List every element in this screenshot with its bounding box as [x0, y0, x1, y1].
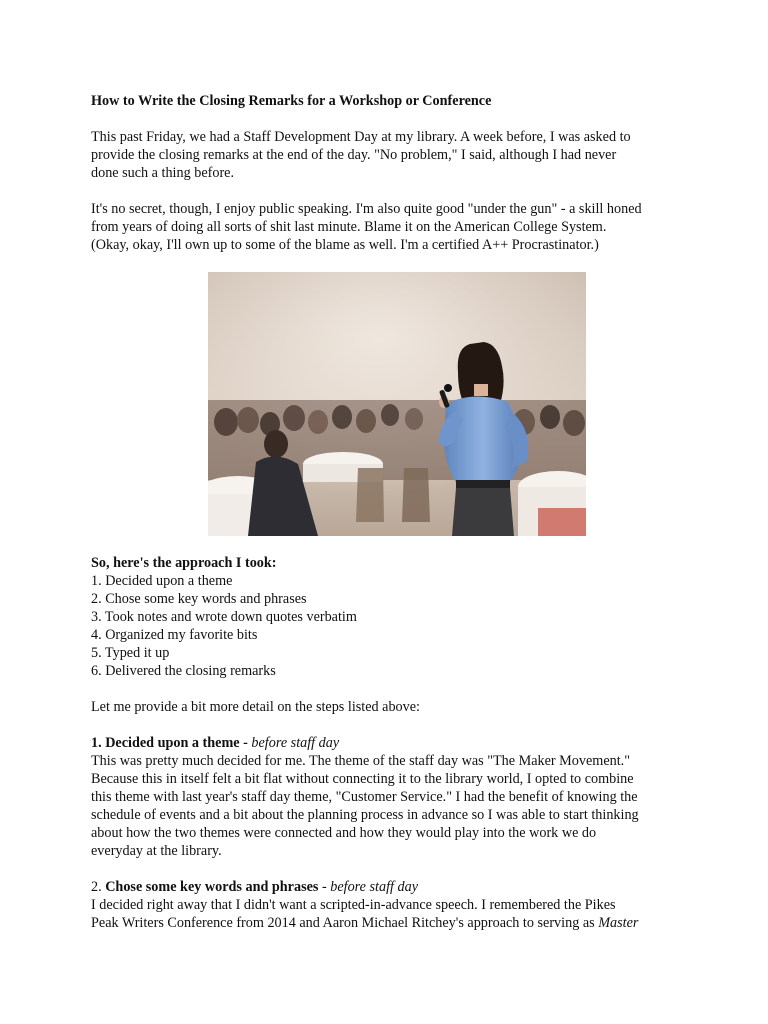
text-line: schedule of events and a bit about the planning process in advance so I was able to start thinking [91, 807, 639, 823]
section-2-heading-bold: Chose some key words and phrases [105, 879, 319, 895]
text-line: Because this in itself felt a bit flat without connecting it to the library world, I opted to combine [91, 771, 634, 787]
text-line-plain: Peak Writers Conference from 2014 and Aaron Michael Ritchey's approach to serving as [91, 915, 599, 931]
text-line: done such a thing before. [91, 165, 235, 181]
section-2-heading-sep: - [318, 879, 331, 895]
document-page [91, 92, 691, 932]
section-2-heading [91, 878, 691, 896]
section-2-heading-number: 2. [91, 879, 106, 895]
second-paragraph [91, 200, 691, 254]
section-2-body [91, 896, 691, 932]
text-line: about how the two themes were connected and how they would play into the work we do [91, 825, 597, 841]
text-line: this theme with last year's staff day theme, "Customer Service." I had the benefit of knowing the [91, 789, 638, 805]
text-line: This was pretty much decided for me. The theme of the staff day was "The Maker Movement." [91, 753, 630, 769]
section-1-heading-bold: 1. Decided upon a theme - [91, 735, 252, 751]
intro-paragraph [91, 128, 691, 182]
section-1-body [91, 752, 691, 860]
speaker-photo [208, 272, 586, 536]
approach-heading: So, here's the approach I took: [91, 555, 277, 571]
list-item: 5. Typed it up [91, 645, 170, 661]
section-2-heading-italic: before staff day [330, 879, 418, 895]
text-line: I decided right away that I didn't want a scripted-in-advance speech. I remembered the Pikes [91, 897, 616, 913]
text-line: provide the closing remarks at the end of the day. "No problem," I said, although I had never [91, 147, 617, 163]
list-item: 3. Took notes and wrote down quotes verbatim [91, 609, 357, 625]
text-line: This past Friday, we had a Staff Development Day at my library. A week before, I was asked to [91, 129, 631, 145]
detail-intro: Let me provide a bit more detail on the steps listed above: [91, 699, 420, 715]
section-1-heading [91, 734, 691, 752]
text-line: everyday at the library. [91, 843, 222, 859]
text-line [91, 914, 691, 932]
text-line: from years of doing all sorts of shit last minute. Blame it on the American College System. [91, 219, 607, 235]
text-line-italic: Master [598, 915, 639, 931]
text-line: It's no secret, though, I enjoy public speaking. I'm also quite good "under the gun" - a skill honed [91, 201, 642, 217]
list-item: 6. Delivered the closing remarks [91, 663, 276, 679]
list-item: 4. Organized my favorite bits [91, 627, 258, 643]
photo-container [91, 272, 691, 536]
text-line: (Okay, okay, I'll own up to some of the blame as well. I'm a certified A++ Procrastinator.) [91, 237, 599, 253]
steps-list [91, 572, 691, 680]
list-item: 1. Decided upon a theme [91, 573, 233, 589]
list-item: 2. Chose some key words and phrases [91, 591, 307, 607]
section-1-heading-italic: before staff day [251, 735, 340, 751]
article-title: How to Write the Closing Remarks for a Workshop or Conference [91, 93, 492, 109]
